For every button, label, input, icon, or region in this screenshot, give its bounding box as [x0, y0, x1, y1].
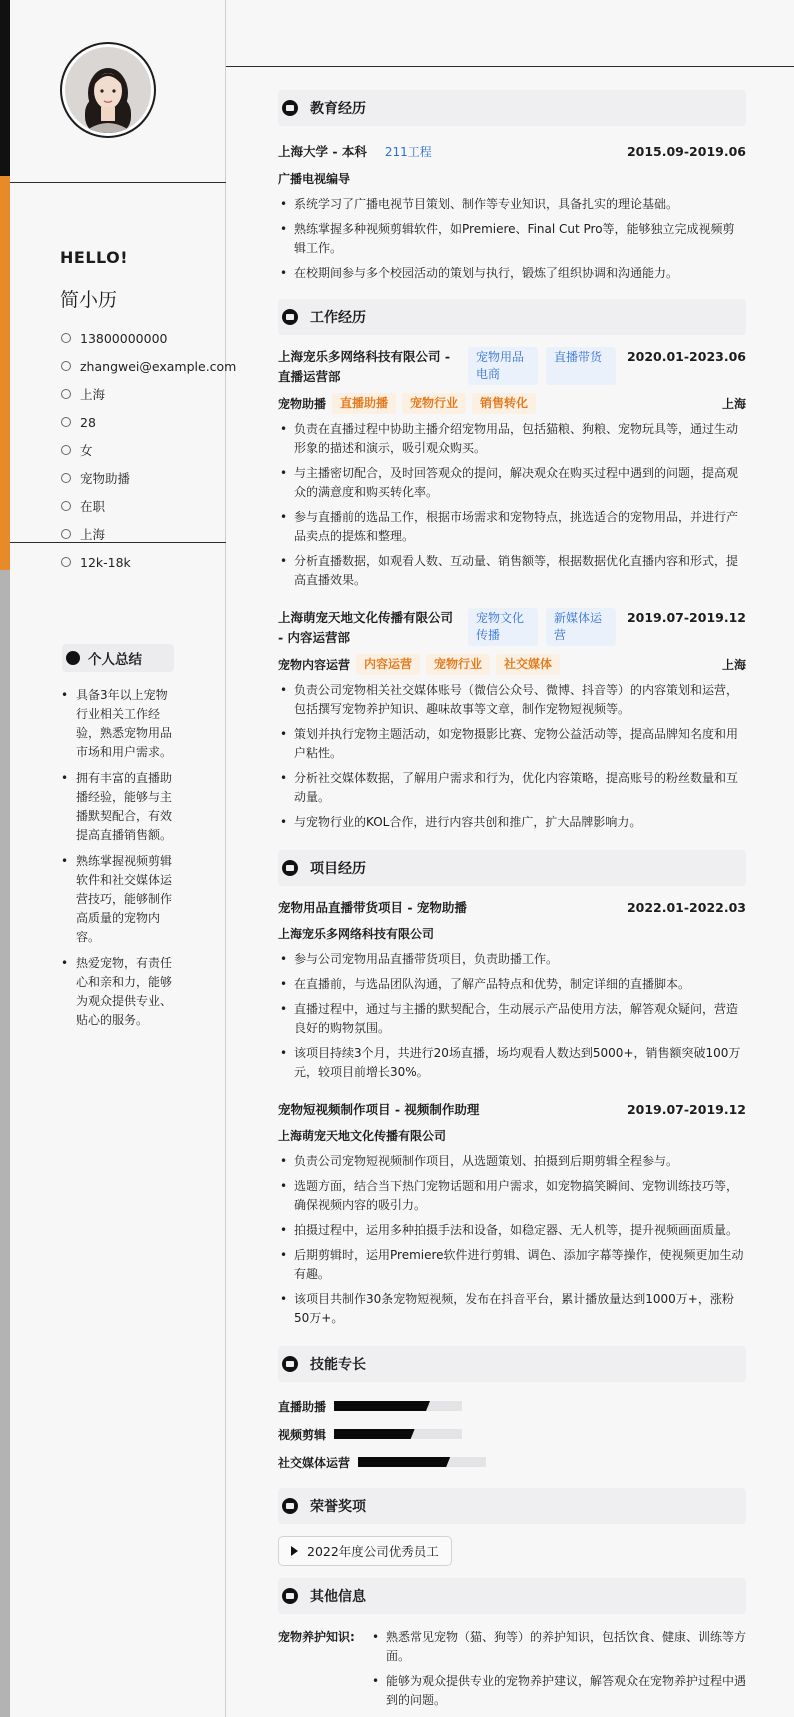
skill-bar	[358, 1457, 486, 1467]
bullet-item: • 分析直播数据，如观看人数、互动量、销售额等，根据数据优化直播内容和形式，提高直播效果。	[278, 552, 746, 590]
bullet-item: • 参与公司宠物用品直播带货项目，负责助播工作。	[278, 950, 746, 969]
sidebar-stripe-gray	[0, 570, 10, 1717]
project-header	[278, 1100, 746, 1120]
other-label: 宠物养护知识:	[278, 1630, 355, 1644]
contact-item	[60, 464, 236, 492]
contact-text: 上海	[80, 387, 106, 402]
job-role-row	[278, 654, 746, 675]
building-icon	[60, 528, 72, 540]
school-name: 上海大学 - 本科	[278, 144, 367, 159]
company-name: 上海萌宠天地文化传播有限公司 - 内容运营部	[278, 610, 454, 645]
bullet-item: • 策划并执行宠物主题活动，如宠物摄影比赛、宠物公益活动等，提高品牌知名度和用户粘性。	[278, 725, 746, 763]
company-name: 上海宠乐多网络科技有限公司 - 直播运营部	[278, 349, 451, 384]
industry-tag: 新媒体运营	[546, 608, 616, 646]
send-icon	[60, 472, 72, 484]
avatar-photo	[65, 47, 151, 133]
skill-bar	[334, 1429, 462, 1439]
award-item[interactable]	[278, 1536, 452, 1566]
project-name: 宠物用品直播带货项目 - 宠物助播	[278, 900, 467, 915]
skill-item	[278, 1420, 518, 1448]
skills-heading	[278, 1346, 746, 1382]
skill-bar-fill	[334, 1429, 415, 1439]
bullet-item: • 该项目持续3个月，共进行20场直播，场均观看人数达到5000+，销售额突破100万元，较项目前增长30%。	[278, 1044, 746, 1082]
user-icon	[66, 651, 80, 665]
mail-icon	[60, 360, 72, 372]
bullet-item: • 具备3年以上宠物行业相关工作经验，熟悉宠物用品市场和用户需求。	[60, 686, 178, 762]
bullet-item: • 参与直播前的选品工作，根据市场需求和宠物特点，挑选适合的宠物用品，并进行产品卖点的提炼和整理。	[278, 508, 746, 546]
project-name: 宠物短视频制作项目 - 视频制作助理	[278, 1102, 480, 1117]
main-content	[278, 90, 746, 1716]
avatar	[60, 42, 156, 138]
job-bullets	[278, 681, 746, 832]
project-date: 2019.07-2019.12	[626, 1102, 746, 1117]
bullet-item: • 负责在直播过程中协助主播介绍宠物用品，包括猫粮、狗粮、宠物玩具等，通过生动形象的描述和演示，吸引观众购买。	[278, 420, 746, 458]
bullet-item: • 能够为观众提供专业的宠物养护建议，解答观众在宠物养护过程中遇到的问题。	[370, 1672, 746, 1710]
phone-icon	[60, 332, 72, 344]
salary-icon	[60, 556, 72, 568]
work-list	[278, 347, 746, 850]
contact-text: 13800000000	[80, 330, 168, 346]
job-role: 宠物助播	[278, 396, 327, 411]
school-tag: 211工程	[384, 145, 432, 159]
contact-item	[60, 324, 236, 352]
award-label: 2022年度公司优秀员工	[307, 1544, 439, 1559]
other-title: 其他信息	[310, 1589, 366, 1605]
award-icon	[282, 1498, 298, 1514]
skill-item	[278, 1448, 518, 1476]
bullet-item: • 热爱宠物，有责任心和亲和力，能够为观众提供专业、贴心的服务。	[60, 954, 178, 1030]
skill-name: 直播助播	[278, 1399, 327, 1414]
chart-icon	[282, 1356, 298, 1372]
project-list	[278, 898, 746, 1346]
job-city: 上海	[721, 396, 746, 411]
skill-bar	[334, 1401, 462, 1411]
job-header	[278, 347, 746, 387]
education-bullets	[278, 195, 746, 283]
bullet-item: • 选题方面，结合当下热门宠物话题和用户需求，如宠物搞笑瞬间、宠物训练技巧等，确保视频内容的吸引力。	[278, 1177, 746, 1215]
industry-tag: 宠物用品电商	[468, 347, 538, 385]
education-date: 2015.09-2019.06	[626, 144, 746, 159]
job-header	[278, 608, 746, 648]
education-entry	[278, 142, 746, 163]
contact-text: 上海	[80, 527, 106, 542]
contact-item	[60, 520, 236, 548]
bullet-item: • 直播过程中，通过与主播的默契配合，生动展示产品使用方法，解答观众疑问，营造良好的购物氛围。	[278, 1000, 746, 1038]
bullet-item: • 系统学习了广播电视节目策划、制作等专业知识，具备扎实的理论基础。	[278, 195, 746, 214]
hello-heading: HELLO!	[60, 248, 129, 267]
other-info-row	[278, 1628, 746, 1716]
skill-tag: 宠物行业	[426, 654, 490, 675]
contact-item	[60, 352, 236, 380]
cake-icon	[60, 416, 72, 428]
skill-tag: 社交媒体	[496, 654, 560, 675]
skill-name: 社交媒体运营	[278, 1455, 351, 1470]
skill-tag: 内容运营	[356, 654, 420, 675]
grid-icon	[282, 860, 298, 876]
industry-tag: 直播带货	[546, 347, 616, 385]
skill-bar-fill	[358, 1457, 450, 1467]
skill-name: 视频剪辑	[278, 1427, 327, 1442]
header-divider	[226, 66, 794, 67]
project-org: 上海宠乐多网络科技有限公司	[278, 927, 435, 941]
bullet-item: • 与宠物行业的KOL合作，进行内容共创和推广，扩大品牌影响力。	[278, 813, 746, 832]
other-bullets	[370, 1628, 746, 1716]
sidebar-stripe-black	[0, 0, 10, 176]
projects-title: 项目经历	[310, 861, 366, 877]
job-role-row	[278, 393, 746, 414]
contact-item	[60, 408, 236, 436]
contact-text: 28	[80, 414, 96, 430]
contact-text: 在职	[80, 499, 106, 514]
job-date: 2020.01-2023.06	[626, 349, 746, 364]
contact-item	[60, 548, 236, 576]
skill-tag: 宠物行业	[402, 393, 466, 414]
job-date: 2019.07-2019.12	[626, 610, 746, 625]
skill-tag: 销售转化	[472, 393, 536, 414]
skills-list	[278, 1392, 746, 1476]
sidebar	[0, 0, 237, 1717]
bullet-item: • 负责公司宠物短视频制作项目，从选题策划、拍摄到后期剪辑全程参与。	[278, 1152, 746, 1171]
education-heading	[278, 90, 746, 126]
bullet-item: • 熟悉常见宠物（猫、狗等）的养护知识，包括饮食、健康、训练等方面。	[370, 1628, 746, 1666]
industry-tags	[468, 608, 624, 646]
status-icon	[60, 500, 72, 512]
contact-item	[60, 380, 236, 408]
major: 广播电视编导	[278, 172, 351, 186]
bullet-item: • 后期剪辑时，运用Premiere软件进行剪辑、调色、添加字幕等操作，使视频更加生动有趣。	[278, 1246, 746, 1284]
bullet-item: • 拥有丰富的直播助播经验，能够与主播默契配合，有效提高直播销售额。	[60, 769, 178, 845]
contact-text: 宠物助播	[80, 471, 131, 486]
bullet-item: • 熟练掌握视频剪辑软件和社交媒体运营技巧，能够制作高质量的宠物内容。	[60, 852, 178, 947]
contact-item	[60, 436, 236, 464]
contact-info-list	[60, 324, 236, 576]
graduation-icon	[282, 100, 298, 116]
work-heading	[278, 299, 746, 335]
skill-tag: 直播助播	[332, 393, 396, 414]
gender-icon	[60, 444, 72, 456]
skills-title: 技能专长	[310, 1357, 366, 1373]
job-city: 上海	[721, 657, 746, 672]
play-icon	[291, 1546, 298, 1556]
summary-list	[60, 686, 178, 1037]
project-bullets	[278, 950, 746, 1082]
bullet-item: • 熟练掌握多种视频剪辑软件，如Premiere、Final Cut Pro等，能够独立完成视频剪辑工作。	[278, 220, 746, 258]
bullet-item: • 拍摄过程中，运用多种拍摄手法和设备，如稳定器、无人机等，提升视频画面质量。	[278, 1221, 746, 1240]
project-bullets	[278, 1152, 746, 1328]
sidebar-divider-top	[10, 182, 226, 183]
education-title: 教育经历	[310, 101, 366, 117]
bullet-item: • 该项目共制作30条宠物短视频，发布在抖音平台，累计播放量达到1000万+，涨粉50万+。	[278, 1290, 746, 1328]
industry-tags	[468, 347, 624, 385]
contact-text: zhangwei@example.com	[80, 358, 237, 374]
summary-heading	[62, 644, 174, 672]
job-bullets	[278, 420, 746, 590]
job-role: 宠物内容运营	[278, 657, 351, 672]
bullet-item: • 与主播密切配合，及时回答观众的提问，解决观众在购买过程中遇到的问题，提高观众的满意度和购买转化率。	[278, 464, 746, 502]
skill-item	[278, 1392, 518, 1420]
project-header	[278, 898, 746, 918]
sidebar-stripe-orange	[0, 176, 10, 570]
bullet-item: • 在直播前，与选品团队沟通，了解产品特点和优势，制定详细的直播脚本。	[278, 975, 746, 994]
candidate-name: 简小历	[60, 289, 118, 311]
contact-item	[60, 492, 236, 520]
contact-text: 女	[80, 443, 93, 458]
bullet-item: • 在校期间参与多个校园活动的策划与执行，锻炼了组织协调和沟通能力。	[278, 264, 746, 283]
skill-bar-fill	[334, 1401, 430, 1411]
info-icon	[282, 1588, 298, 1604]
work-title: 工作经历	[310, 310, 366, 326]
contact-text: 12k-18k	[80, 554, 131, 570]
bullet-item: • 分析社交媒体数据，了解用户需求和行为，优化内容策略，提高账号的粉丝数量和互动量。	[278, 769, 746, 807]
home-icon	[60, 388, 72, 400]
summary-title: 个人总结	[88, 652, 142, 668]
bullet-item: • 负责公司宠物相关社交媒体账号（微信公众号、微博、抖音等）的内容策划和运营，包括撰写宠物养护知识、趣味故事等文章，制作宠物短视频等。	[278, 681, 746, 719]
other-heading	[278, 1578, 746, 1614]
sidebar-divider-bottom	[10, 542, 226, 543]
briefcase-icon	[282, 309, 298, 325]
project-org: 上海萌宠天地文化传播有限公司	[278, 1129, 447, 1143]
awards-title: 荣誉奖项	[310, 1499, 366, 1515]
awards-heading	[278, 1488, 746, 1524]
project-date: 2022.01-2022.03	[626, 900, 746, 915]
projects-heading	[278, 850, 746, 886]
industry-tag: 宠物文化传播	[468, 608, 538, 646]
